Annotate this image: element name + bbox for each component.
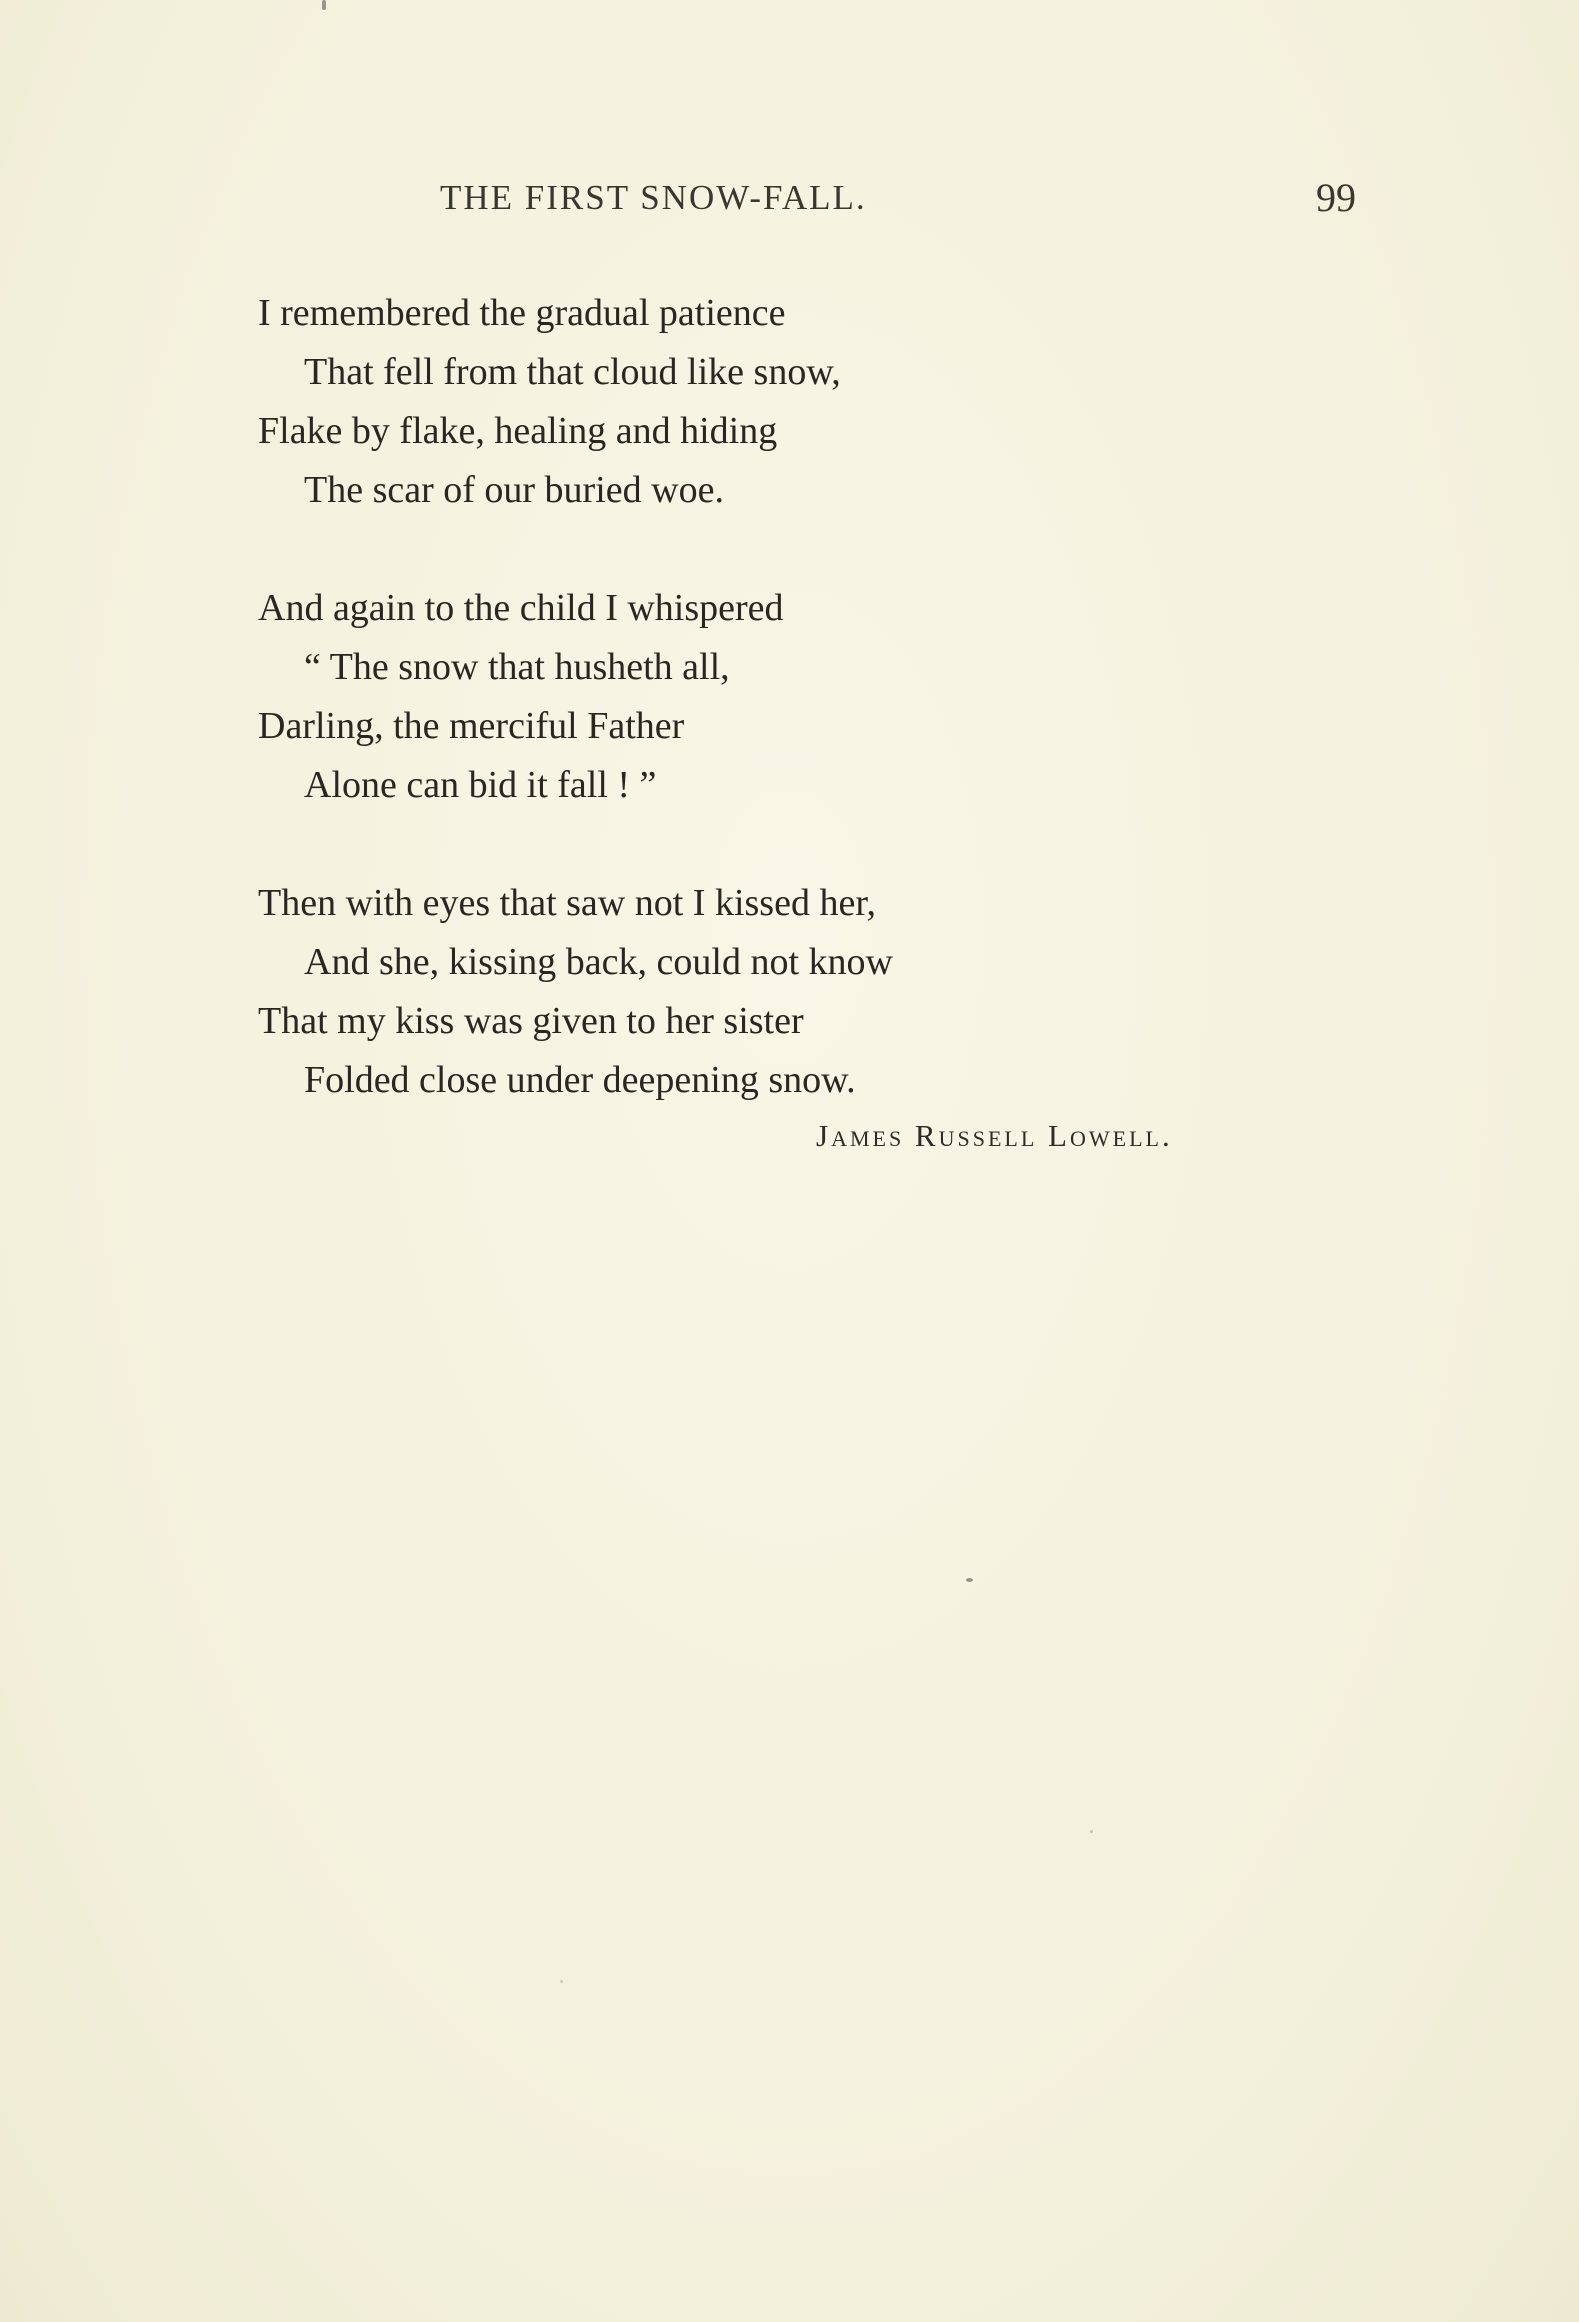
- poem-line: And she, kissing back, could not know: [304, 941, 893, 983]
- stanza: [258, 874, 1358, 1110]
- poem-line: Darling, the merciful Father: [258, 705, 685, 747]
- poem-line: Flake by flake, healing and hiding: [258, 410, 778, 452]
- poem-line: Folded close under deepening snow.: [304, 1059, 856, 1101]
- paper-speck: [322, 0, 326, 10]
- stanza-break: [258, 520, 1358, 579]
- paper-speck: [966, 1578, 973, 1582]
- poem-line: That fell from that cloud like snow,: [304, 351, 841, 393]
- poem-line: And again to the child I whispered: [258, 587, 784, 629]
- paper-speck: [1090, 1830, 1093, 1833]
- poem-line: Then with eyes that saw not I kissed her,: [258, 882, 876, 924]
- page-number: 99: [1316, 175, 1356, 220]
- paper-speck: [560, 1980, 563, 1983]
- author-attribution: James Russell Lowell.: [816, 1118, 1173, 1153]
- stanza: [258, 579, 1358, 815]
- poem-line: The scar of our buried woe.: [304, 469, 724, 511]
- poem-line: I remembered the gradual patience: [258, 292, 786, 334]
- stanza-break: [258, 815, 1358, 874]
- poem: [258, 284, 1358, 1110]
- poem-line: “ The snow that husheth all,: [304, 646, 730, 688]
- poem-line: Alone can bid it fall ! ”: [304, 764, 657, 806]
- poem-line: That my kiss was given to her sister: [258, 1000, 804, 1042]
- running-title: THE FIRST SNOW-FALL.: [440, 178, 867, 217]
- stanza: [258, 284, 1358, 520]
